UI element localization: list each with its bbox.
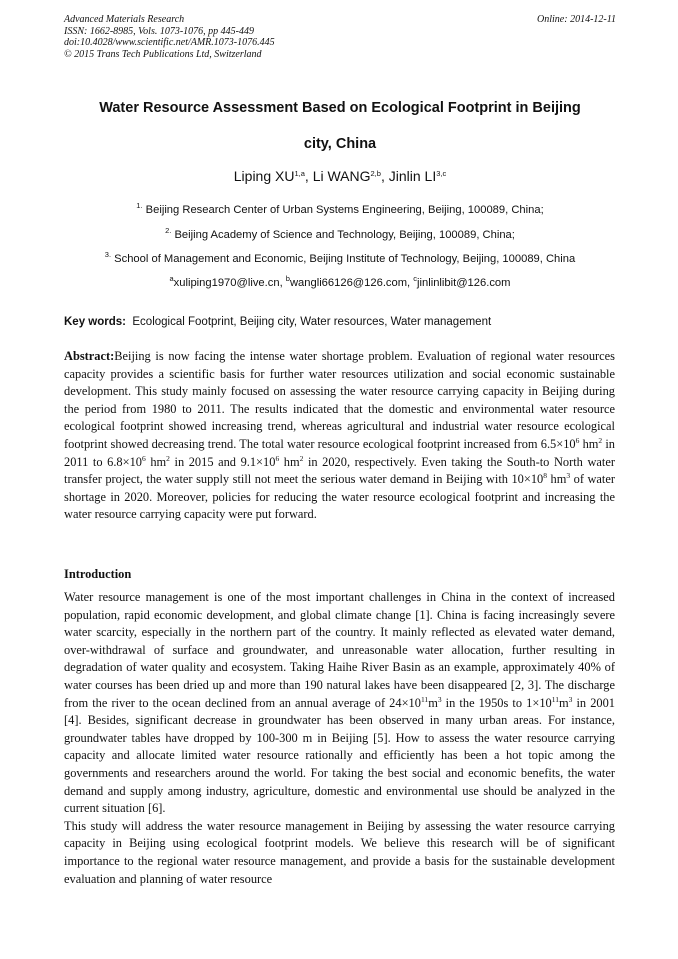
email-mark: a [169,274,174,283]
email-address: xuliping1970@live.cn, [173,277,286,289]
affiliation-2 [60,226,620,241]
affiliation-text: Beijing Academy of Science and Technology, Beijing, 100089, China; [174,229,515,241]
intro-paragraph-1 [64,589,615,818]
affiliation-3 [60,250,620,265]
superscript: 11 [551,694,559,704]
abstract-text: hm [547,472,567,487]
superscript: 11 [420,694,429,704]
affiliation-number: 2. [165,226,172,235]
author-list: Liping XU$^{1,a}$, Li WANG$^{2,b}$, Jinlin LI$^{3,c}$ [233,168,447,184]
abstract-label: Abstract: [64,349,115,363]
email-line [60,274,620,289]
intro-text: m [428,695,438,710]
affiliation-number: 1. [136,201,143,210]
email-address: wangli66126@126.com, [289,277,414,289]
abstract-text: in 2011 to 6.8×10 [64,436,615,469]
affiliation-text: School of Management and Economic, Beijing Institute of Technology, Beijing, 100089, China [114,253,576,265]
keywords [64,316,616,328]
abstract-text: Beijing is now facing the intense water shortage problem. Evaluation of regional water resources capacity provides a scientific basis for further water resources utilization and social economic sustainable development. This study mainly focused on assessing the water resource carrying capacity in Beijing during the period from 1980 to 2011. The results indicated that the domestic and environmental water resource ecological footprint showed increasing trend, whereas agricultural and industrial water resource ecological footprint showed decreasing trend. The total water resource ecological footprint increased from 6.5×10 [64,349,615,451]
abstract-text: hm [145,454,167,469]
issn-line: ISSN: 1662-8985, Vols. 1073-1076, pp 445-449 [64,25,254,37]
intro-text: in 2001 [4]. Besides, significant decrease in groundwater has been observed in many urban areas. For instance, groundwater tables have dropped by 100-300 m in Beijing [5]. How to assess the water resource carrying capacity and allocate limited water resource rationally and efficiently has been a hot topic among the governments and researchers around the world. For taking the best social and economic benefits, the water demand and supply among industry, agriculture, domestic and environmental use should be analyzed in the current situation [6]. [64,695,615,816]
superscript: 2 [299,453,304,463]
superscript: 2 [598,435,603,445]
section-heading-introduction: Introduction [64,567,132,581]
journal-name: Advanced Materials Research [64,14,185,25]
author-name: Li WANG [312,168,371,184]
superscript: 3 [437,694,442,704]
superscript: 6 [275,453,280,463]
email-mark: c [413,274,418,283]
author-name: Liping XU [233,168,295,184]
intro-text: in the 1950s to 1×10 [441,695,552,710]
journal-header [64,14,616,60]
intro-paragraph-2: This study will address the water resource management in Beijing by assessing the water resource carrying capacity in Beijing using ecological footprint models. We believe this research will be of significant importance to the regional water resource management, and provide a basis for the sustainable development evaluation and planning of water resource [64,818,615,886]
superscript: 8 [543,471,547,481]
affiliation-text: Beijing Research Center of Urban Systems Engineering, Beijing, 100089, China; [145,204,544,216]
abstract-text: in 2015 and 9.1×10 [169,454,276,469]
superscript: 2 [166,453,170,463]
superscript: 3 [566,471,571,481]
affiliation-number: 3. [104,250,112,259]
author-superscript: 2,b [370,169,381,178]
abstract-text: hm [579,436,599,451]
abstract-text: hm [279,454,300,469]
abstract [64,348,615,524]
title-line-2: city, China [303,136,377,152]
online-date: Online: 2014-12-11 [537,14,616,25]
title-line-1: Water Resource Assessment Based on Ecological Footprint in Beijing [99,100,581,116]
copyright-line: © 2015 Trans Tech Publications Ltd, Switzerland [64,48,262,60]
introduction-body [64,589,615,888]
superscript: 3 [568,694,573,704]
author-superscript: 3,c [436,169,447,178]
abstract-text: of water shortage in 2020. Moreover, policies for reducing the water resource ecological footprint and increasing the water resource carrying capacity were put forward. [64,472,615,522]
abstract-text: in 2020, respectively. Even taking the South-to North water transfer project, the water supply still not meet the serious water demand in Beijing with 10×10 [64,454,615,487]
intro-text: m [558,695,569,710]
keywords-label: Key words: [64,316,126,328]
doi-line: doi:10.4028/www.scientific.net/AMR.1073-1076.445 [64,37,275,48]
author-name: Jinlin LI [388,168,437,184]
keywords-text: Ecological Footprint, Beijing city, Water resources, Water management [132,316,492,328]
email-address: jinlinlibit@126.com [417,277,511,289]
intro-text: Water resource management is one of the most important challenges in China in the context of increased population, rapid economic development, and global climate change [1]. China is facing increasingly severe water scarcity, especially in the northern part of the country. It mainly reflected as elevated water demand, over-withdrawal of surface and groundwater, and unreasonable water allocation, further resulting in degradation of water quality and ecosystem. Taking Haihe River Basin as an example, approximately 40% of water courses has been dried up and more than 190 natural lakes have been disappeared [2, 3]. The discharge from the river to the ocean declined from an annual average of 24×10 [64,590,615,710]
superscript: 6 [142,453,146,463]
author-superscript: 1,a [294,169,305,178]
superscript: 6 [575,435,580,445]
email-mark: b [285,274,290,283]
paper-title [64,90,616,162]
affiliation-1 [60,201,620,216]
